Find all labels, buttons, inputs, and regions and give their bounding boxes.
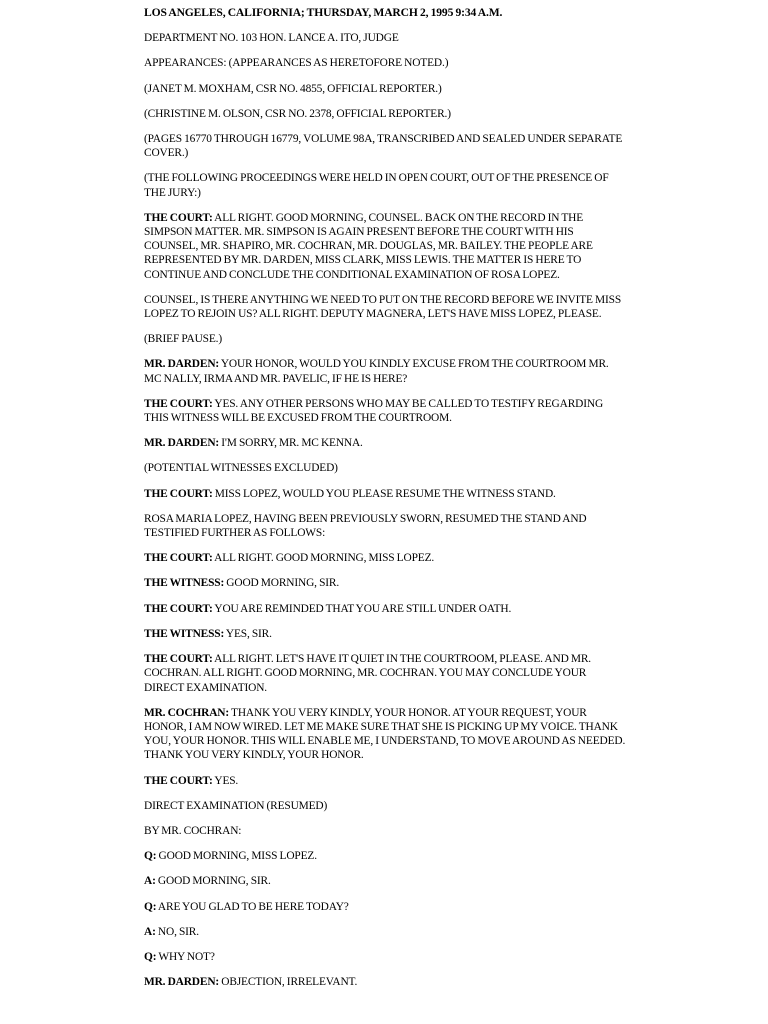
paragraph-text: ARE YOU GLAD TO BE HERE TODAY? xyxy=(156,900,349,913)
paragraph-text: GOOD MORNING, MISS LOPEZ. xyxy=(156,850,317,863)
speaker-label: MR. DARDEN: xyxy=(144,437,220,450)
paragraph-text: ALL RIGHT. LET'S HAVE IT QUIET IN THE COURTROOM, PLEASE. AND MR. COCHRAN. ALL RIGHT. GOOD MORNING, MR. COCHRAN. YOU MAY CONCLUDE YOUR DIRECT EXAMINATION. xyxy=(144,653,591,694)
paragraph-text: (CHRISTINE M. OLSON, CSR NO. 2378, OFFICIAL REPORTER.) xyxy=(144,107,451,120)
transcript-paragraph xyxy=(144,436,628,450)
paragraph-text: OBJECTION, IRRELEVANT. xyxy=(219,976,358,989)
paragraph-text: BY MR. COCHRAN: xyxy=(144,824,242,837)
transcript-paragraph xyxy=(144,171,628,199)
transcript-paragraph xyxy=(144,900,628,914)
speaker-label: THE COURT: xyxy=(144,602,213,615)
paragraph-text: DEPARTMENT NO. 103 HON. LANCE A. ITO, JUDGE xyxy=(144,32,399,45)
transcript-paragraph xyxy=(144,874,628,888)
paragraph-text: YOU ARE REMINDED THAT YOU ARE STILL UNDER OATH. xyxy=(212,602,512,615)
transcript-paragraph xyxy=(144,31,628,45)
transcript-paragraph xyxy=(144,824,628,838)
speaker-label: MR. COCHRAN: xyxy=(144,706,230,719)
transcript-paragraph xyxy=(144,56,628,70)
speaker-label: Q: xyxy=(144,850,157,863)
paragraph-text: (PAGES 16770 THROUGH 16779, VOLUME 98A, TRANSCRIBED AND SEALED UNDER SEPARATE COVER.) xyxy=(144,133,623,160)
speaker-label: THE COURT: xyxy=(144,774,213,787)
transcript-paragraph xyxy=(144,551,628,565)
transcript-header: LOS ANGELES, CALIFORNIA; THURSDAY, MARCH 2, 1995 9:34 A.M. xyxy=(144,6,503,19)
paragraph-text: GOOD MORNING, SIR. xyxy=(224,577,340,590)
speaker-label: Q: xyxy=(144,900,157,913)
transcript-paragraph xyxy=(144,132,628,160)
speaker-label: MR. DARDEN: xyxy=(144,358,220,371)
transcript-paragraph xyxy=(144,211,628,282)
paragraph-text: YES. xyxy=(212,774,239,787)
paragraph-text: (JANET M. MOXHAM, CSR NO. 4855, OFFICIAL REPORTER.) xyxy=(144,82,442,95)
transcript-paragraph xyxy=(144,107,628,121)
paragraph-text: ALL RIGHT. GOOD MORNING, MISS LOPEZ. xyxy=(212,552,435,565)
transcript-paragraph xyxy=(144,487,628,501)
transcript-paragraph xyxy=(144,461,628,475)
transcript-paragraph xyxy=(144,332,628,346)
transcript-paragraph xyxy=(144,512,628,540)
paragraph-text: THANK YOU VERY KINDLY, YOUR HONOR. AT YOUR REQUEST, YOUR HONOR, I AM NOW WIRED. LET ME MAKE SURE THAT SHE IS PICKING UP MY VOICE. THANK YOU, YOUR HONOR. THIS WILL ENABLE ME, I UNDERSTAND, TO MOVE AROUND AS NEEDED. THANK YOU VERY KINDLY, YOUR HONOR. xyxy=(144,706,626,762)
transcript-paragraph xyxy=(144,82,628,96)
speaker-label: THE COURT: xyxy=(144,487,213,500)
transcript-paragraph xyxy=(144,774,628,788)
speaker-label: THE COURT: xyxy=(144,397,213,410)
speaker-label: A: xyxy=(144,875,156,888)
paragraph-text: COUNSEL, IS THERE ANYTHING WE NEED TO PUT ON THE RECORD BEFORE WE INVITE MISS LOPEZ TO REJOIN US? ALL RIGHT. DEPUTY MAGNERA, LET'S HAVE MISS LOPEZ, PLEASE. xyxy=(144,293,622,321)
paragraph-text: MISS LOPEZ, WOULD YOU PLEASE RESUME THE WITNESS STAND. xyxy=(212,487,556,500)
transcript-paragraph xyxy=(144,397,628,425)
paragraph-text: APPEARANCES: (APPEARANCES AS HERETOFORE NOTED.) xyxy=(144,57,449,70)
paragraph-text: (POTENTIAL WITNESSES EXCLUDED) xyxy=(144,462,338,475)
transcript-body xyxy=(144,31,628,989)
paragraph-text: YOUR HONOR, WOULD YOU KINDLY EXCUSE FROM THE COURTROOM MR. MC NALLY, IRMA AND MR. PAVELIC, IF HE IS HERE? xyxy=(144,358,609,385)
speaker-label: THE WITNESS: xyxy=(144,577,225,590)
paragraph-text: ROSA MARIA LOPEZ, HAVING BEEN PREVIOUSLY SWORN, RESUMED THE STAND AND TESTIFIED FURTHER AS FOLLOWS: xyxy=(144,512,587,540)
transcript-paragraph xyxy=(144,576,628,590)
paragraph-text: (BRIEF PAUSE.) xyxy=(144,333,222,346)
transcript-paragraph xyxy=(144,799,628,813)
paragraph-text: GOOD MORNING, SIR. xyxy=(155,875,271,888)
paragraph-text: I'M SORRY, MR. MC KENNA. xyxy=(219,437,363,450)
paragraph-text: NO, SIR. xyxy=(155,925,199,938)
transcript-paragraph xyxy=(144,950,628,964)
transcript-paragraph xyxy=(144,706,628,763)
transcript-paragraph xyxy=(144,293,628,321)
speaker-label: A: xyxy=(144,925,156,938)
speaker-label: THE COURT: xyxy=(144,211,213,224)
speaker-label: THE COURT: xyxy=(144,552,213,565)
paragraph-text: ALL RIGHT. GOOD MORNING, COUNSEL. BACK ON THE RECORD IN THE SIMPSON MATTER. MR. SIMPSON IS AGAIN PRESENT BEFORE THE COURT WITH HIS COUNSEL, MR. SHAPIRO, MR. COCHRAN, MR. DOUGLAS, MR. BAILEY. THE PEOPLE ARE REPRESENTED BY MR. DARDEN, MISS CLARK, MISS LEWIS. THE MATTER IS HERE TO CONTINUE AND CONCLUDE THE CONDITIONAL EXAMINATION OF ROSA LOPEZ. xyxy=(144,211,593,281)
speaker-label: MR. DARDEN: xyxy=(144,976,220,989)
transcript-paragraph xyxy=(144,975,628,989)
paragraph-text: DIRECT EXAMINATION (RESUMED) xyxy=(144,799,328,812)
paragraph-text: YES, SIR. xyxy=(224,627,272,640)
transcript-paragraph xyxy=(144,357,628,385)
speaker-label: THE COURT: xyxy=(144,653,213,666)
transcript-paragraph xyxy=(144,627,628,641)
paragraph-text: (THE FOLLOWING PROCEEDINGS WERE HELD IN OPEN COURT, OUT OF THE PRESENCE OF THE JURY:) xyxy=(144,172,609,199)
paragraph-text: WHY NOT? xyxy=(156,950,215,963)
transcript-paragraph xyxy=(144,652,628,695)
transcript-paragraph xyxy=(144,925,628,939)
transcript-paragraph xyxy=(144,602,628,616)
transcript-paragraph xyxy=(144,849,628,863)
transcript-page xyxy=(144,6,628,1000)
paragraph-text: YES. ANY OTHER PERSONS WHO MAY BE CALLED TO TESTIFY REGARDING THIS WITNESS WILL BE EXCUSED FROM THE COURTROOM. xyxy=(144,397,604,425)
speaker-label: THE WITNESS: xyxy=(144,627,225,640)
speaker-label: Q: xyxy=(144,950,157,963)
